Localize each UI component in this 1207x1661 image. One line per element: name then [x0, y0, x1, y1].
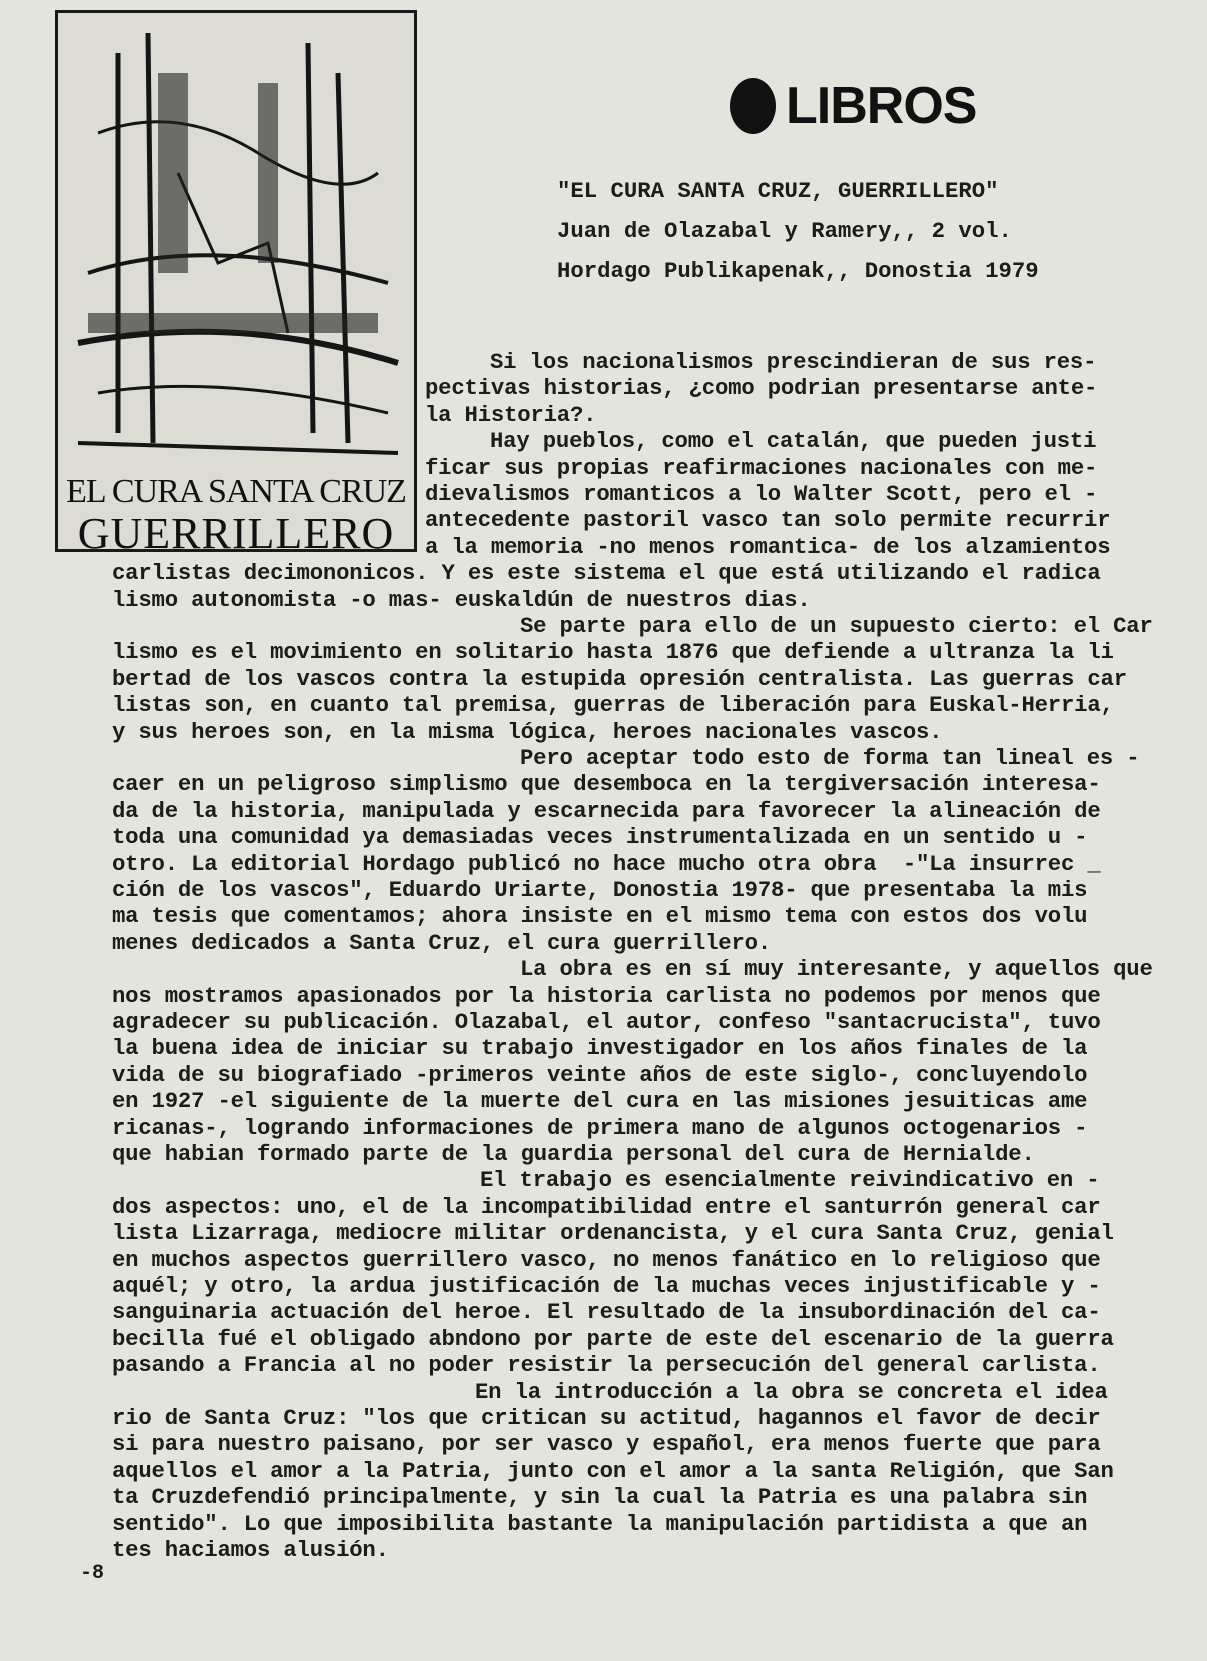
book-cover-illustration — [55, 10, 417, 552]
text-line: lismo autonomista -o mas- euskaldún de nuestros dias. — [112, 586, 811, 613]
text-line: pasando a Francia al no poder resistir la persecución del general carlista. — [112, 1352, 1101, 1379]
text-line: da de la historia, manipulada y escarnecida para favorecer la alineación de — [112, 797, 1101, 824]
text-line: otro. La editorial Hordago publicó no hace mucho otra obra -"La insurrec _ — [112, 850, 1101, 877]
text-line: pectivas historias, ¿como podrian presentarse ante- — [425, 375, 1098, 402]
text-line: lista Lizarraga, mediocre militar ordenancista, y el cura Santa Cruz, genial — [112, 1220, 1114, 1247]
section-title: LIBROS — [786, 77, 977, 135]
text-line: que habian formado parte de la guardia personal del cura de Hernialde. — [112, 1141, 1035, 1167]
text-line: Pero aceptar todo esto de forma tan lineal es - — [520, 745, 1140, 771]
text-line: en muchos aspectos guerrillero vasco, no menos fanático en lo religioso que — [112, 1246, 1101, 1273]
text-line: Hay pueblos, como el catalán, que pueden justi — [490, 428, 1097, 455]
text-line: rio de Santa Cruz: "los que critican su actitud, hagannos el favor de decir — [112, 1405, 1101, 1431]
cover-title: EL CURA SANTA CRUZ — [66, 473, 406, 510]
text-line: ma tesis que comentamos; ahora insiste en el mismo tema con estos dos volu — [112, 903, 1088, 930]
text-line: El trabajo es esencialmente reivindicativo en - — [480, 1167, 1100, 1194]
cover-woodcut-image — [58, 13, 414, 549]
text-line: Se parte para ello de un supuesto cierto: el Car — [520, 613, 1153, 639]
text-line: la Historia?. — [425, 401, 597, 428]
text-line: Si los nacionalismos prescindieran de sus res- — [490, 349, 1097, 375]
text-line: carlistas decimononicos. Y es este sistema el que está utilizando el radica — [112, 560, 1101, 587]
text-line: sanguinaria actuación del heroe. El resultado de la insubordinación del ca- — [112, 1299, 1101, 1326]
text-line: agradecer su publicación. Olazabal, el autor, confeso "santacrucista", tuvo — [112, 1009, 1101, 1035]
book-publisher: Hordago Publikapenak,, Donostia 1979 — [557, 258, 1039, 284]
text-line: caer en un peligroso simplismo que desemboca en la tergiversación interesa- — [112, 771, 1101, 798]
text-line: dos aspectos: uno, el de la incompatibilidad entre el santurrón general car — [112, 1193, 1101, 1220]
book-title: "EL CURA SANTA CRUZ, GUERRILLERO" — [557, 178, 999, 204]
text-line: la buena idea de iniciar su trabajo investigador en los años finales de la — [112, 1035, 1088, 1062]
cover-subtitle: GUERRILLERO — [77, 509, 395, 552]
page-number: -8 — [80, 1562, 105, 1585]
text-line: a la memoria -no menos romantica- de los alzamientos — [425, 533, 1111, 560]
text-line: si para nuestro paisano, por ser vasco y español, era menos fuerte que para — [112, 1431, 1101, 1458]
text-line: becilla fué el obligado abndono por parte de este del escenario de la guerra — [112, 1325, 1114, 1352]
filled-circle-icon — [730, 78, 776, 134]
text-line: tes haciamos alusión. — [112, 1537, 389, 1563]
text-line: en 1927 -el siguiente de la muerte del cura en las misiones jesuiticas ame — [112, 1088, 1088, 1115]
text-line: vida de su biografiado -primeros veinte años de este siglo-, concluyendolo — [112, 1061, 1088, 1088]
text-line: ricanas-, logrando informaciones de primera mano de algunos octogenarios - — [112, 1114, 1088, 1141]
text-line: antecedente pastoril vasco tan solo permite recurrir — [425, 507, 1111, 534]
text-line: ta Cruzdefendió principalmente, y sin la cual la Patria es una palabra sin — [112, 1484, 1088, 1511]
text-line: La obra es en sí muy interesante, y aquellos que — [520, 956, 1153, 983]
section-header — [730, 76, 976, 136]
text-line: lismo es el movimiento en solitario hasta 1876 que defiende a ultranza la li — [112, 639, 1114, 666]
text-line: y sus heroes son, en la misma lógica, heroes nacionales vascos. — [112, 718, 943, 745]
text-line: dievalismos romanticos a lo Walter Scott, pero el - — [425, 481, 1098, 507]
text-line: ficar sus propias reafirmaciones nacionales con me- — [425, 454, 1098, 481]
text-line: aquél; y otro, la ardua justificación de la muchas veces injustificable y - — [112, 1273, 1101, 1299]
text-line: sentido". Lo que imposibilita bastante la manipulación partidista a que an — [112, 1510, 1088, 1537]
text-line: toda una comunidad ya demasiadas veces instrumentalizada en un sentido u - — [112, 824, 1088, 851]
book-author: Juan de Olazabal y Ramery,, 2 vol. — [557, 218, 1012, 244]
text-line: listas son, en cuanto tal premisa, guerras de liberación para Euskal-Herria, — [112, 692, 1114, 719]
text-line: aquellos el amor a la Patria, junto con el amor a la santa Religión, que San — [112, 1457, 1114, 1484]
text-line: ción de los vascos", Eduardo Uriarte, Donostia 1978- que presentaba la mis — [112, 877, 1088, 903]
text-line: menes dedicados a Santa Cruz, el cura guerrillero. — [112, 929, 772, 956]
text-line: nos mostramos apasionados por la historia carlista no podemos por menos que — [112, 982, 1101, 1009]
text-line: bertad de los vascos contra la estupida opresión centralista. Las guerras car — [112, 665, 1127, 692]
text-line: En la introducción a la obra se concreta el idea — [475, 1378, 1108, 1405]
